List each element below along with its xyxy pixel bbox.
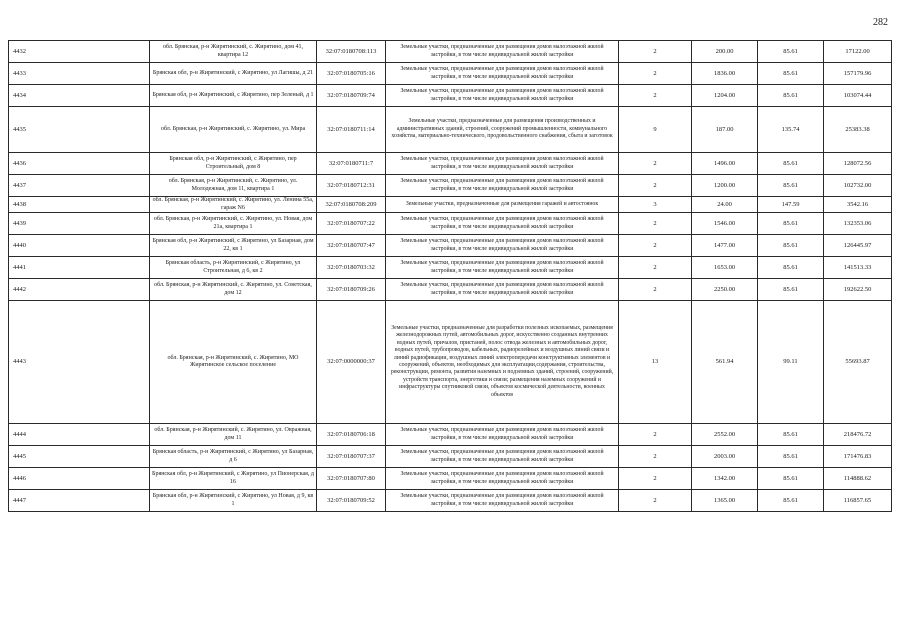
area-cell: 1204.00 <box>692 85 758 107</box>
cadastral-number-cell: 32:07:0180711:14 <box>317 107 386 153</box>
table-row <box>9 175 892 197</box>
land-use-cell: Земельные участки, предназначенные для размещения домов малоэтажной жилой застройки, в том числе индивидуальной жилой застройки <box>386 153 619 175</box>
land-use-cell: Земельные участки, предназначенные для размещения домов малоэтажной жилой застройки, в том числе индивидуальной жилой застройки <box>386 257 619 279</box>
rate-cell: 85.61 <box>758 424 824 446</box>
record-number: 4441 <box>9 257 150 279</box>
area-cell: 1342.00 <box>692 468 758 490</box>
rate-cell: 85.61 <box>758 279 824 301</box>
record-number: 4437 <box>9 175 150 197</box>
address-cell: обл. Брянская, р-н Жирятинский, с. Жирятино, ул. Мира <box>150 107 317 153</box>
table-row <box>9 424 892 446</box>
area-cell: 1546.00 <box>692 213 758 235</box>
zone-cell: 13 <box>619 301 692 424</box>
address-cell: обл. Брянская, р-н Жирятинский, с. Жирятино, ул. Овражная, дом 11 <box>150 424 317 446</box>
cadastral-value-cell: 132353.06 <box>824 213 892 235</box>
cadastral-value-cell: 116857.65 <box>824 490 892 512</box>
address-cell: Брянская обл, р-н Жирятинский, с Жирятино, ул Пионерская, д 16 <box>150 468 317 490</box>
cadastral-value-cell: 102732.00 <box>824 175 892 197</box>
page-number: 282 <box>873 17 888 28</box>
table-row <box>9 490 892 512</box>
cadastral-number-cell: 32:07:0180707:47 <box>317 235 386 257</box>
land-use-cell: Земельные участки, предназначенные для размещения гаражей и автостоянок <box>386 197 619 213</box>
land-use-cell: Земельные участки, предназначенные для размещения домов малоэтажной жилой застройки, в том числе индивидуальной жилой застройки <box>386 279 619 301</box>
rate-cell: 85.61 <box>758 257 824 279</box>
land-use-cell: Земельные участки, предназначенные для размещения домов малоэтажной жилой застройки, в том числе индивидуальной жилой застройки <box>386 85 619 107</box>
land-use-cell: Земельные участки, предназначенные для размещения домов малоэтажной жилой застройки, в том числе индивидуальной жилой застройки <box>386 490 619 512</box>
cadastral-number-cell: 32:07:0180707:37 <box>317 446 386 468</box>
area-cell: 24.00 <box>692 197 758 213</box>
area-cell: 1365.00 <box>692 490 758 512</box>
address-cell: Брянская обл, р-н Жирятинский, с Жирятино, ул Лагишы, д 21 <box>150 63 317 85</box>
record-number: 4443 <box>9 301 150 424</box>
rate-cell: 99.11 <box>758 301 824 424</box>
rate-cell: 85.61 <box>758 85 824 107</box>
land-use-cell: Земельные участки, предназначенные для размещения домов малоэтажной жилой застройки, в том числе индивидуальной жилой застройки <box>386 424 619 446</box>
area-cell: 187.00 <box>692 107 758 153</box>
record-number: 4442 <box>9 279 150 301</box>
zone-cell: 2 <box>619 63 692 85</box>
rate-cell: 135.74 <box>758 107 824 153</box>
area-cell: 1653.00 <box>692 257 758 279</box>
cadastral-value-cell: 171476.83 <box>824 446 892 468</box>
cadastral-number-cell: 32:07:0180705:16 <box>317 63 386 85</box>
zone-cell: 2 <box>619 446 692 468</box>
cadastral-number-cell: 32:07:0180708:209 <box>317 197 386 213</box>
rate-cell: 85.61 <box>758 153 824 175</box>
address-cell: Брянская обл, р-н Жирятинский, с Жирятино, ул Новая, д 9, кв 1 <box>150 490 317 512</box>
rate-cell: 85.61 <box>758 490 824 512</box>
cadastral-value-cell: 25383.38 <box>824 107 892 153</box>
land-use-cell: Земельные участки, предназначенные для размещения домов малоэтажной жилой застройки, в том числе индивидуальной жилой застройки <box>386 41 619 63</box>
land-use-cell: Земельные участки, предназначенные для размещения домов малоэтажной жилой застройки, в том числе индивидуальной жилой застройки <box>386 175 619 197</box>
zone-cell: 2 <box>619 175 692 197</box>
cadastral-number-cell: 32:07:0180709:74 <box>317 85 386 107</box>
cadastral-value-cell: 192622.50 <box>824 279 892 301</box>
table-row <box>9 63 892 85</box>
cadastral-number-cell: 32:07:0180707:80 <box>317 468 386 490</box>
cadastral-value-cell: 157179.96 <box>824 63 892 85</box>
zone-cell: 2 <box>619 468 692 490</box>
cadastral-number-cell: 32:07:0180709:26 <box>317 279 386 301</box>
cadastral-number-cell: 32:07:0180712:31 <box>317 175 386 197</box>
record-number: 4432 <box>9 41 150 63</box>
address-cell: обл. Брянская, р-н Жирятинский, с. Жирятино, ул. Молодежная, дом 11, квартира 1 <box>150 175 317 197</box>
record-number: 4445 <box>9 446 150 468</box>
cadastral-number-cell: 32:07:0180703:32 <box>317 257 386 279</box>
address-cell: обл. Брянская, р-н Жирятинский, с. Жирятино, МО Жирятинское сельское поселение <box>150 301 317 424</box>
rate-cell: 85.61 <box>758 468 824 490</box>
record-number: 4447 <box>9 490 150 512</box>
cadastral-value-cell: 114888.62 <box>824 468 892 490</box>
cadastral-value-cell: 218476.72 <box>824 424 892 446</box>
land-use-cell: Земельные участки, предназначенные для размещения домов малоэтажной жилой застройки, в том числе индивидуальной жилой застройки <box>386 446 619 468</box>
zone-cell: 2 <box>619 490 692 512</box>
cadastral-number-cell: 32:07:0180711:7 <box>317 153 386 175</box>
cadastral-value-cell: 17122.00 <box>824 41 892 63</box>
rate-cell: 85.61 <box>758 63 824 85</box>
cadastral-number-cell: 32:07:0180709:52 <box>317 490 386 512</box>
land-use-cell: Земельные участки, предназначенные для размещения производственных и административных зданий, строений, сооружений промышленности, коммунального хозяйства, материально-технического, продовольственного снабжения, сбыта и заготовок <box>386 107 619 153</box>
zone-cell: 2 <box>619 85 692 107</box>
address-cell: обл. Брянская, р-н Жирятинский, с. Жирятино, ул. Советская, дом 12 <box>150 279 317 301</box>
table-row <box>9 85 892 107</box>
area-cell: 1477.00 <box>692 235 758 257</box>
cadastral-value-cell: 141513.33 <box>824 257 892 279</box>
registry-table-body <box>9 41 892 512</box>
cadastral-number-cell: 32:07:0180707:22 <box>317 213 386 235</box>
table-row <box>9 107 892 153</box>
registry-table <box>8 40 892 512</box>
table-row <box>9 446 892 468</box>
area-cell: 200.00 <box>692 41 758 63</box>
cadastral-value-cell: 103074.44 <box>824 85 892 107</box>
address-cell: Брянская обл, р-н Жирятинский, с Жирятино, ул Базарная, дом 22, кв 1 <box>150 235 317 257</box>
zone-cell: 2 <box>619 153 692 175</box>
table-row <box>9 235 892 257</box>
record-number: 4434 <box>9 85 150 107</box>
zone-cell: 2 <box>619 213 692 235</box>
zone-cell: 2 <box>619 235 692 257</box>
area-cell: 1496.00 <box>692 153 758 175</box>
cadastral-value-cell: 55693.87 <box>824 301 892 424</box>
land-use-cell: Земельные участки, предназначенные для размещения домов малоэтажной жилой застройки, в том числе индивидуальной жилой застройки <box>386 235 619 257</box>
table-row <box>9 279 892 301</box>
table-row <box>9 257 892 279</box>
rate-cell: 85.61 <box>758 446 824 468</box>
zone-cell: 2 <box>619 41 692 63</box>
rate-cell: 85.61 <box>758 213 824 235</box>
address-cell: Брянская обл, р-н Жирятинский, с Жирятино, пер Строительный, дом 8 <box>150 153 317 175</box>
rate-cell: 147.59 <box>758 197 824 213</box>
land-use-cell: Земельные участки, предназначенные для размещения домов малоэтажной жилой застройки, в том числе индивидуальной жилой застройки <box>386 213 619 235</box>
table-row <box>9 153 892 175</box>
land-use-cell: Земельные участки, предназначенные для разработки полезных ископаемых, размещения железнодорожных путей, автомобильных дорог, искусственно созданных внутренних водных путей, причалов, пристаней, полос отвода железных и автомобильных дорог, водных путей, трубопроводов, кабельных, радиорелейных и воздушных линий связи и линий радиофикации, воздушных линий электропередачи конструктивных элементов и сооружений, объектов, необходимых для эксплуатации,содержания, строительства, реконструкции, ремонта, развития наземных и подземных зданий, строений, сооружений, устройств транспорта, энергетики и связи; размещения наземных сооружений и инфраструктуры спутниковой связи, объектов космической деятельности, военных объектов <box>386 301 619 424</box>
address-cell: обл. Брянская, р-н Жирятинский, с. Жирятино, ул. Новая, дом 21а, квартира 1 <box>150 213 317 235</box>
zone-cell: 2 <box>619 257 692 279</box>
rate-cell: 85.61 <box>758 235 824 257</box>
zone-cell: 3 <box>619 197 692 213</box>
rate-cell: 85.61 <box>758 175 824 197</box>
cadastral-value-cell: 128072.56 <box>824 153 892 175</box>
rate-cell: 85.61 <box>758 41 824 63</box>
table-row <box>9 301 892 424</box>
land-use-cell: Земельные участки, предназначенные для размещения домов малоэтажной жилой застройки, в том числе индивидуальной жилой застройки <box>386 63 619 85</box>
land-use-cell: Земельные участки, предназначенные для размещения домов малоэтажной жилой застройки, в том числе индивидуальной жилой застройки <box>386 468 619 490</box>
table-row <box>9 41 892 63</box>
zone-cell: 2 <box>619 279 692 301</box>
cadastral-number-cell: 32:07:0000000:37 <box>317 301 386 424</box>
area-cell: 1836.00 <box>692 63 758 85</box>
table-row <box>9 468 892 490</box>
area-cell: 2003.00 <box>692 446 758 468</box>
cadastral-value-cell: 3542.16 <box>824 197 892 213</box>
address-cell: Брянская область, р-н Жирятинский, с Жирятино, ул Базарная, д 6 <box>150 446 317 468</box>
area-cell: 2250.00 <box>692 279 758 301</box>
table-row <box>9 213 892 235</box>
record-number: 4446 <box>9 468 150 490</box>
zone-cell: 2 <box>619 424 692 446</box>
address-cell: обл. Брянская, р-н Жирятинский, с. Жирятино, дом 41, квартира 12 <box>150 41 317 63</box>
cadastral-value-cell: 126445.97 <box>824 235 892 257</box>
address-cell: Брянская область, р-н Жирятинский, с Жирятино, ул Строительная, д 6, кв 2 <box>150 257 317 279</box>
record-number: 4439 <box>9 213 150 235</box>
record-number: 4433 <box>9 63 150 85</box>
record-number: 4435 <box>9 107 150 153</box>
record-number: 4440 <box>9 235 150 257</box>
table-row <box>9 197 892 213</box>
address-cell: обл. Брянская, р-н Жирятинский, с. Жирятино, ул. Ленина 55а, гараж N6 <box>150 197 317 213</box>
address-cell: Брянская обл, р-н Жирятинский, с Жирятино, пер Зеленый, д 1 <box>150 85 317 107</box>
area-cell: 2552.00 <box>692 424 758 446</box>
area-cell: 1200.00 <box>692 175 758 197</box>
record-number: 4438 <box>9 197 150 213</box>
cadastral-number-cell: 32:07:0180706:18 <box>317 424 386 446</box>
record-number: 4436 <box>9 153 150 175</box>
cadastral-number-cell: 32:07:0180708:113 <box>317 41 386 63</box>
zone-cell: 9 <box>619 107 692 153</box>
area-cell: 561.94 <box>692 301 758 424</box>
record-number: 4444 <box>9 424 150 446</box>
